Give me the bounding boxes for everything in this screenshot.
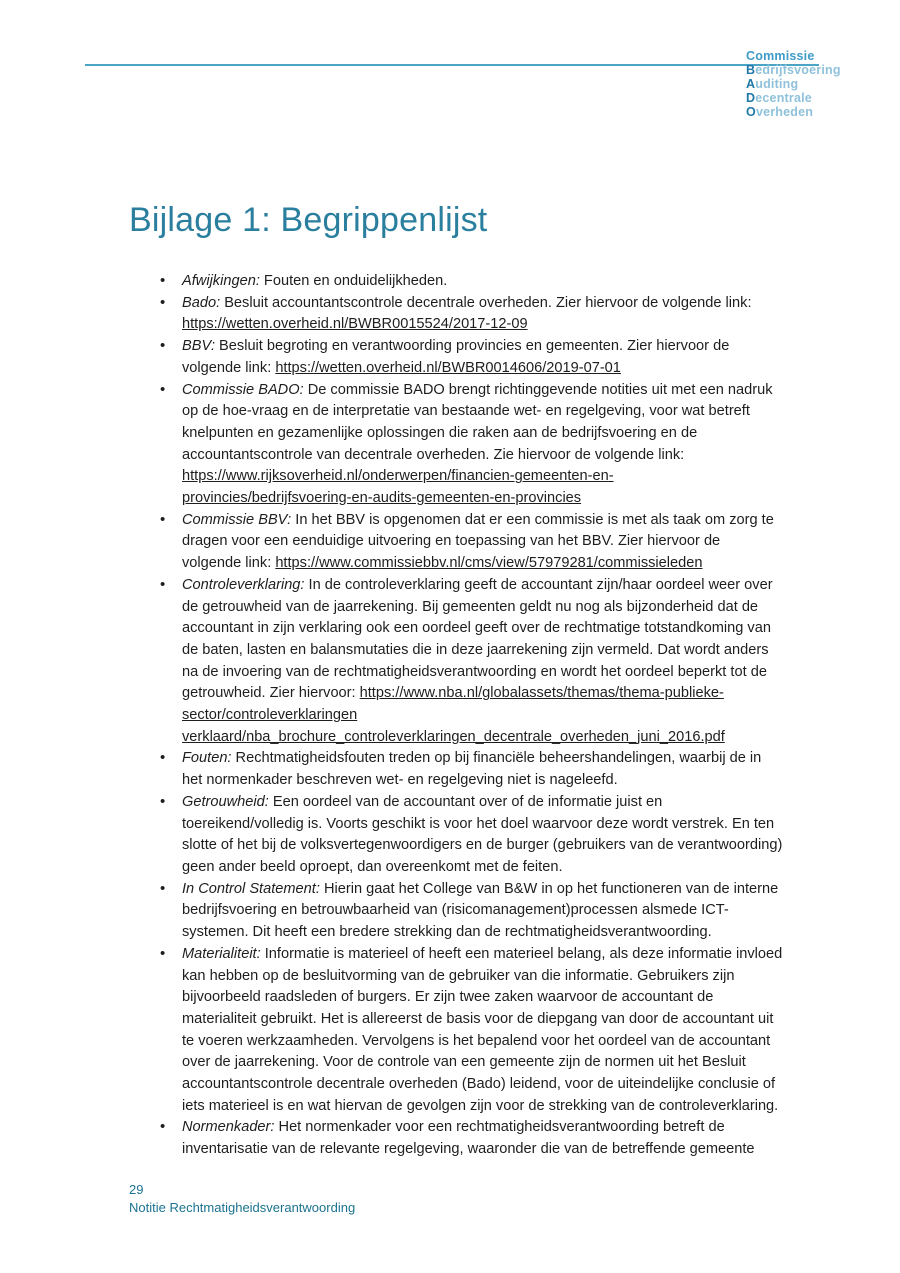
glossary-text: Besluit accountantscontrole decentrale overheden. Zier hiervoor de volgende link: xyxy=(220,294,752,311)
glossary-text: Een oordeel van de accountant over of de informatie juist en toereikend/volledig is. Voorts geschikt is voor het doel waarvoor deze wordt verstrek. En ten slotte of het bij de volksvertegenwoordigers en de burger (gebruikers van de verantwoording) geen ander beeld oproept, dan overeenkomt met de feiten. xyxy=(182,793,783,875)
bullet-icon: • xyxy=(160,293,166,311)
glossary-link[interactable]: https://www.rijksoverheid.nl/onderwerpen/financien-gemeenten-en-provincies/bedrijfsvoering-en-audits-gemeenten-en-provincies xyxy=(182,468,614,507)
header-rule xyxy=(85,64,819,66)
glossary-term: Afwijkingen: xyxy=(182,273,260,289)
glossary-item xyxy=(159,879,783,944)
glossary-link[interactable]: https://wetten.overheid.nl/BWBR0015524/2017-12-09 xyxy=(182,316,528,333)
glossary-item xyxy=(159,792,783,879)
glossary-text: In het BBV is opgenomen dat er een commissie is met als taak om zorg te dragen voor een eenduidige uitvoering en toepassing van het BBV. Zier hiervoor de volgende link: xyxy=(182,511,774,572)
glossary-text: Informatie is materieel of heeft een materieel belang, als deze informatie invloed kan hebben op de besluitvorming van de gebruiker van die informatie. Gebruikers zijn bijvoorbeeld raadsleden of burgers. Er zijn twee zaken waarvoor de accountant de materialiteit gebruikt. Het is allereerst de basis voor de diepgang van door de accountant uit te voeren werkzaamheden. Vervolgens is het bepalend voor het oordeel van de accountant over de jaarrekening. Voor de controle van een gemeente zijn de normen uit het Besluit accountantscontrole decentrale overheden (Bado) leidend, voor de uiteindelijke conclusie of iets materieel is en wat hiervan de gevolgen zijn voor de strekking van de controleverklaring. xyxy=(182,945,783,1114)
glossary-term: Normenkader: xyxy=(182,1119,275,1136)
bado-logo xyxy=(746,50,841,120)
glossary-item xyxy=(159,510,783,575)
glossary-link[interactable]: https://www.nba.nl/globalassets/themas/thema-publieke-sector/controleverklaringen verklaard/nba_brochure_controleverklaringen_decentrale_overheden_juni_2016.pdf xyxy=(182,685,725,745)
glossary-text: Het normenkader voor een rechtmatigheidsverantwoording betreft de inventarisatie van de relevante regelgeving, waaronder die van de betreffende gemeente xyxy=(182,1119,755,1158)
logo-initial-letter: D xyxy=(746,90,756,105)
glossary-term: In Control Statement: xyxy=(182,880,320,897)
glossary-list xyxy=(159,271,783,1161)
glossary-item xyxy=(159,748,783,791)
logo-initial-letter: O xyxy=(746,104,756,119)
glossary-link[interactable]: https://www.commissiebbv.nl/cms/view/57979281/commissieleden xyxy=(275,555,703,572)
logo-line xyxy=(746,78,841,92)
bullet-icon: • xyxy=(160,944,166,962)
logo-line xyxy=(746,92,841,106)
logo-word-rest: ecentrale xyxy=(755,90,812,105)
footer-doc-title: Notitie Rechtmatigheidsverantwoording xyxy=(129,1199,356,1215)
glossary-term: Commissie BADO: xyxy=(182,381,304,398)
glossary-term: Materialiteit: xyxy=(182,945,261,962)
logo-initial-letter: A xyxy=(746,76,756,91)
bullet-icon: • xyxy=(160,575,166,593)
logo-word-rest: uditing xyxy=(755,76,799,91)
logo-word-rest: verheden xyxy=(755,104,814,119)
glossary-link[interactable]: https://wetten.overheid.nl/BWBR0014606/2019-07-01 xyxy=(275,359,621,376)
page-number: 29 xyxy=(129,1182,144,1197)
logo-line xyxy=(746,106,841,120)
logo-word-rest: edrijfsvoering xyxy=(755,62,841,77)
logo-word-commissie: Commissie xyxy=(746,49,815,63)
bullet-icon: • xyxy=(160,337,166,355)
glossary-item xyxy=(159,271,783,293)
glossary-text: Fouten en onduidelijkheden. xyxy=(259,273,448,289)
glossary-text: In de controleverklaring geeft de accountant zijn/haar oordeel weer over de getrouwheid van de jaarrekening. Bij gemeenten geldt nu nog als bijzonderheid dat de accountant in zijn verklaring ook een oordeel geeft over de rechtmatige totstandkoming van de baten, lasten en balansmutaties die in deze jaarrekening zijn vermeld. Dat wordt anders na de invoering van de rechtmatigheidsverantwoording en wordt het oordeel beperkt tot de getrouwheid. Zier hiervoor: xyxy=(182,576,773,702)
logo-lines xyxy=(746,64,841,120)
glossary-item xyxy=(159,336,783,379)
glossary-item xyxy=(159,575,783,749)
glossary-text: Rechtmatigheidsfouten treden op bij financiële beheershandelingen, waarbij de in het normenkader beschreven wet- en regelgeving niet is nageleefd. xyxy=(182,750,762,789)
glossary-item xyxy=(159,380,783,510)
glossary-term: Getrouwheid: xyxy=(182,793,269,810)
bullet-icon: • xyxy=(160,272,166,289)
glossary-item xyxy=(159,293,783,336)
glossary-term: Controleverklaring: xyxy=(182,576,305,593)
bullet-icon: • xyxy=(160,792,166,810)
glossary-item xyxy=(159,1117,783,1160)
bullet-icon: • xyxy=(160,749,166,767)
logo-initial-letter: B xyxy=(746,62,756,77)
glossary-text: De commissie BADO brengt richtinggevende notities uit met een nadruk op de hoe-vraag en de interpretatie van bestaande wet- en regelgeving, voor wat betreft knelpunten en gezamenlijke oplossingen die raken aan de bedrijfsvoering en de accountantscontrole van decentrale overheden. Zie hiervoor de volgende link: xyxy=(182,381,773,463)
bullet-icon: • xyxy=(160,380,166,398)
bullet-icon: • xyxy=(160,510,166,528)
page-footer xyxy=(129,1181,355,1216)
glossary-term: Bado: xyxy=(182,294,221,311)
glossary-text: Besluit begroting en verantwoording provincies en gemeenten. Zier hiervoor de volgende link: xyxy=(182,338,730,376)
glossary-item xyxy=(159,944,783,1118)
glossary-term: Fouten: xyxy=(182,750,232,767)
bullet-icon: • xyxy=(160,1118,166,1136)
page-title: Bijlage 1: Begrippenlijst xyxy=(129,201,488,239)
logo-line xyxy=(746,64,841,78)
bullet-icon: • xyxy=(160,879,166,897)
glossary-text: Hierin gaat het College van B&W in op het functioneren van de interne bedrijfsvoering en betrouwbaarheid van (risicomanagement)processen alsmede ICT-systemen. Dit heeft een bredere strekking dan de rechtmatigheidsverantwoording. xyxy=(182,880,779,941)
glossary-term: BBV: xyxy=(182,338,215,355)
glossary-term: Commissie BBV: xyxy=(182,511,292,528)
